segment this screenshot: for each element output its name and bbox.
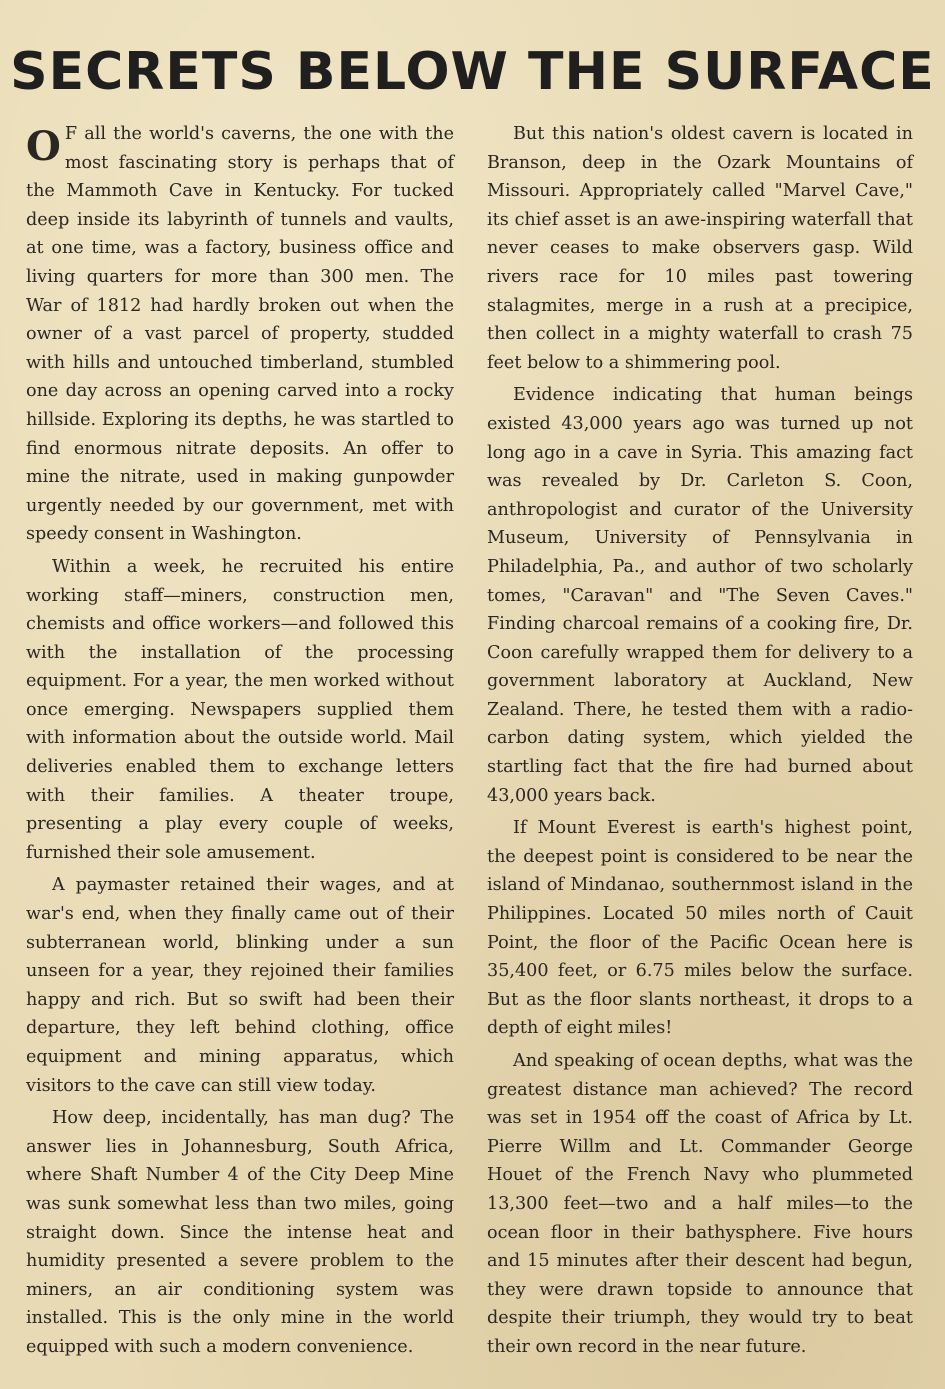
- paragraph-8: And speaking of ocean depths, what was the greatest distance man achieved? The record was set in 1954 off the coast of Africa by Lt. Pierre Willm and Lt. Commander George Houet of the French Navy who plummeted 13,300 feet—two and a half miles—to the ocean floor in their bathysphere. Five hours and 15 minutes after their descent had begun, they were drawn topside to announce that despite their triumph, they would try to beat their own record in the near future.: [487, 1051, 913, 1357]
- paragraph-5: But this nation's oldest cavern is located in Branson, deep in the Ozark Mountains of Missouri. Appropriately called "Marvel Cave," its chief asset is an awe-inspiring waterfall that never ceases to make observers gasp. Wild rivers race for 10 miles past towering stalagmites, merge in a rush at a precipice, then collect in a mighty waterfall to crash 75 feet below to a shimmering pool.: [487, 124, 913, 373]
- drop-cap: O: [26, 123, 61, 170]
- paragraph-1: [26, 120, 454, 549]
- right-column: [487, 120, 913, 1366]
- paragraph-2: Within a week, he recruited his entire working staff—miners, construction men, chemists and office workers—and followed this with the installation of the processing equipment. For a year, the men worked without once emerging. Newspapers supplied them with information about the outside world. Mail deliveries enabled them to exchange letters with their families. A theater troupe, presenting a play every couple of weeks, furnished their sole amusement.: [26, 556, 454, 863]
- paragraph-7: If Mount Everest is earth's highest point, the deepest point is considered to be near the island of Mindanao, southernmost island in the Philippines. Located 50 miles north of Cauit Point, the floor of the Pacific Ocean here is 35,400 feet, or 6.75 miles below the surface. But as the floor slants northeast, it drops to a depth of eight miles!: [487, 818, 913, 1039]
- paragraph-6: Evidence indicating that human beings existed 43,000 years ago was turned up not long ago in a cave in Syria. This amazing fact was revealed by Dr. Carleton S. Coon, anthropologist and curator of the University Museum, University of Pennsylvania in Philadelphia, Pa., and author of two scholarly tomes, "Caravan" and "The Seven Caves." Finding charcoal remains of a cooking fire, Dr. Coon carefully wrapped them for delivery to a government laboratory at Auckland, New Zealand. There, he tested them with a radio-carbon dating system, which yielded the startling fact that the fire had burned about 43,000 years back.: [487, 385, 913, 806]
- left-column: [26, 120, 454, 1366]
- paragraph-4: How deep, incidentally, has man dug? The answer lies in Johannesburg, South Africa, where Shaft Number 4 of the City Deep Mine was sunk somewhat less than two miles, going straight down. Since the intense heat and humidity presented a severe problem to the miners, an air conditioning system was installed. This is the only mine in the world equipped with such a modern convenience.: [26, 1108, 454, 1357]
- headline: SECRETS BELOW THE SURFACE: [10, 42, 935, 102]
- paragraph-1-text: F all the world's caverns, the one with the most fascinating story is perhaps that of the Mammoth Cave in Kentucky. For tucked deep inside its labyrinth of tunnels and vaults, at one time, was a factory, business office and living quarters for more than 300 men. The War of 1812 had hardly broken out when the owner of a vast parcel of property, studded with hills and untouched timberland, stumbled one day across an opening carved into a rocky hillside. Exploring its depths, he was startled to find enormous nitrate deposits. An offer to mine the nitrate, used in making gunpowder urgently needed by our government, met with speedy consent in Washington.: [26, 124, 454, 545]
- paragraph-3: A paymaster retained their wages, and at war's end, when they finally came out of their subterranean world, blinking under a sun unseen for a year, they rejoined their families happy and rich. But so swift had been their departure, they left behind clothing, office equipment and mining apparatus, which visitors to the cave can still view today.: [26, 875, 454, 1096]
